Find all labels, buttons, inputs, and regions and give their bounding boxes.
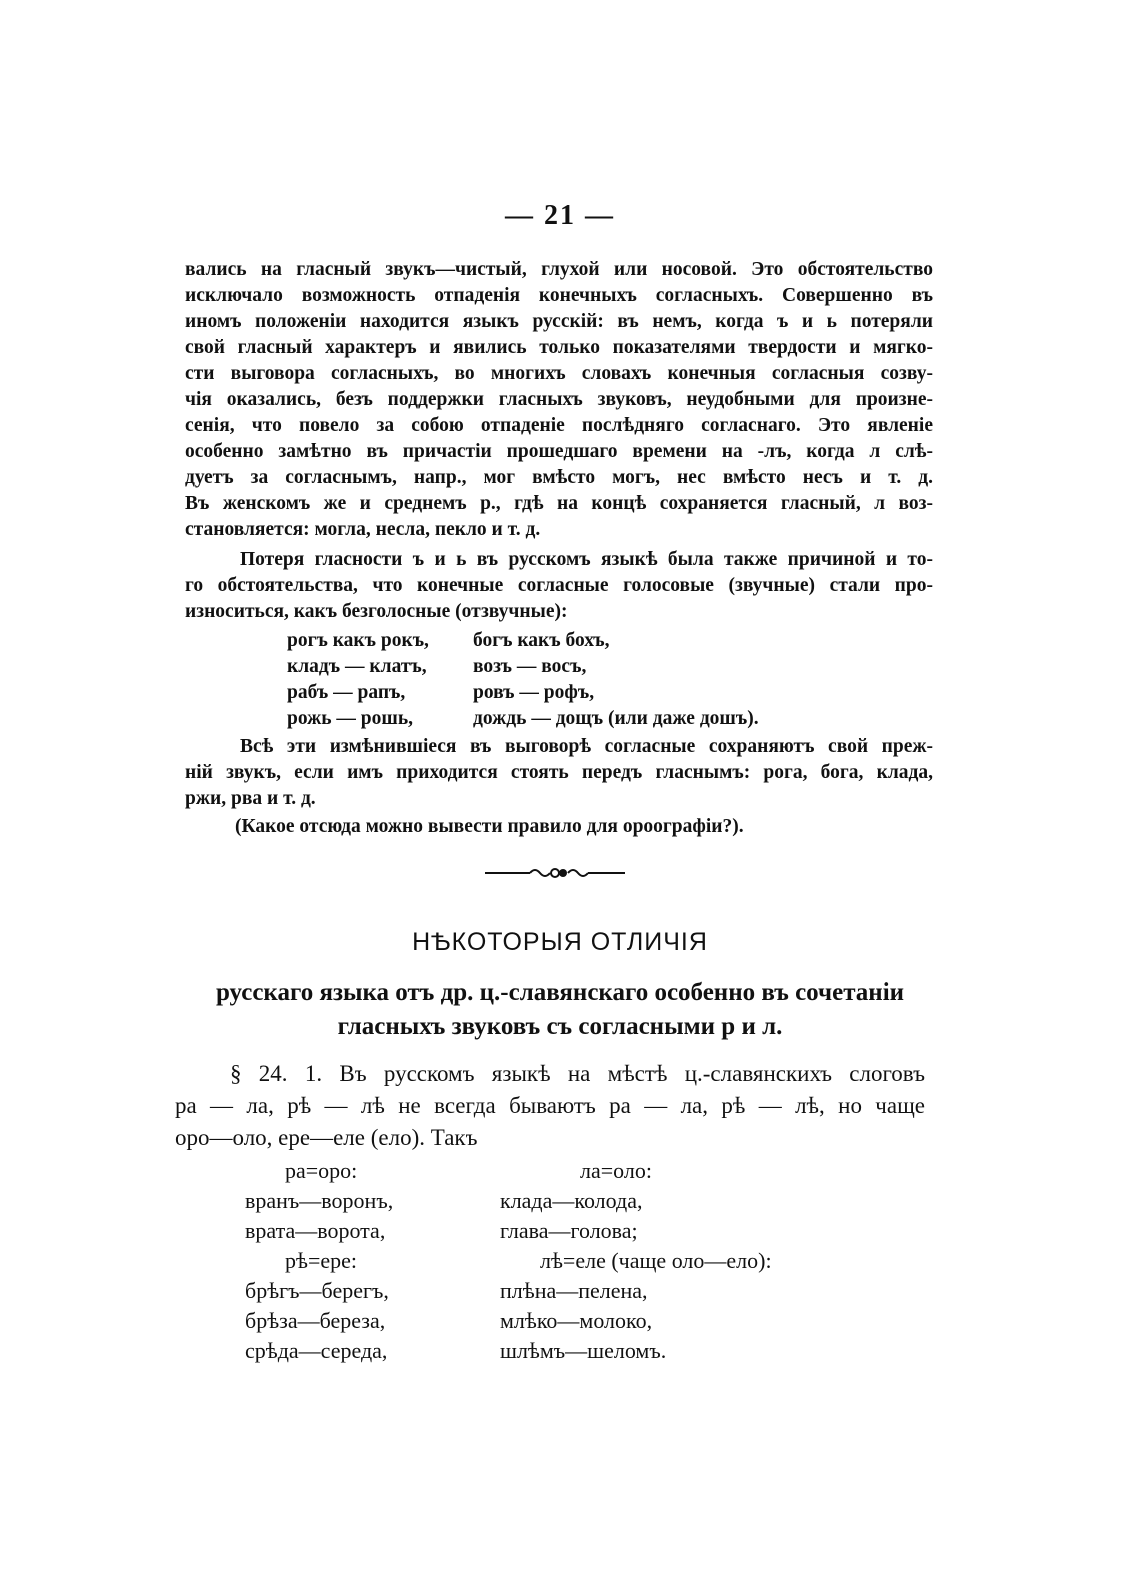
pair-row — [245, 1276, 772, 1306]
correspondence-pairs — [245, 1156, 772, 1366]
text-line: сенія, что повело за собою отпаденіе послѣдняго согласнаго. Это явленіе — [185, 415, 933, 436]
text-line: го обстоятельства, что конечные согласные голосовые (звучные) стали про- — [185, 575, 933, 596]
text-line: исключало возможность отпаденія конечныхъ согласныхъ. Совершенно въ — [185, 285, 933, 306]
page-number: — 21 — — [505, 200, 615, 231]
pair-row — [245, 1336, 772, 1366]
devoicing-examples — [287, 628, 759, 732]
paragraph-3 — [185, 734, 933, 812]
text-line: Потеря гласности ъ и ь въ русскомъ языкѣ была также причиной и то- — [240, 549, 933, 570]
paragraph-1 — [185, 257, 933, 543]
pair-left: брѣгъ—берегъ, — [245, 1278, 389, 1303]
pair-right: млѣко—молоко, — [500, 1308, 653, 1333]
text-line: особенно замѣтно въ причастіи прошедшаго времени на -лъ, когда л слѣ- — [185, 441, 933, 462]
example-left: рогъ какъ рокъ, — [287, 630, 429, 651]
text-line: оро—оло, ере—еле (ело). Такъ — [175, 1125, 478, 1150]
pair-left: врата—ворота, — [245, 1218, 386, 1243]
section-24-text — [175, 1058, 925, 1154]
pair-row — [245, 1216, 772, 1246]
pair-right: клада—колода, — [500, 1188, 643, 1213]
text-line: § 24. 1. Въ русскомъ языкѣ на мѣстѣ ц.-славянскихъ слоговъ — [230, 1061, 925, 1086]
paragraph-2 — [185, 547, 933, 625]
text-line: Всѣ эти измѣнившіеся въ выговорѣ согласные сохраняютъ свой преж- — [240, 736, 933, 757]
example-right: возъ — восъ, — [473, 656, 587, 677]
example-left: кладъ — клатъ, — [287, 656, 427, 677]
text-line: дуетъ за согласнымъ, напр., мог вмѣсто могъ, нес вмѣсто несъ и т. д. — [185, 467, 933, 488]
pair-left: брѣза—береза, — [245, 1308, 386, 1333]
subtitle-line: гласныхъ звуковъ съ согласными р и л. — [337, 1013, 783, 1040]
pair-left: рѣ=ере: — [285, 1248, 357, 1273]
pair-row — [245, 1186, 772, 1216]
text-line: ржи, рва и т. д. — [185, 788, 316, 809]
text-line: ній звукъ, если имъ приходится стоять передъ гласнымъ: рога, бога, клада, — [185, 762, 933, 783]
example-right: богъ какъ бохъ, — [473, 630, 610, 651]
example-row — [287, 654, 759, 680]
text-line: становляется: могла, несла, пекло и т. д. — [185, 519, 541, 540]
question-text: (Какое отсюда можно вывести правило для ороографіи?). — [235, 816, 744, 837]
pair-row — [245, 1156, 772, 1186]
example-row — [287, 628, 759, 654]
text-line: чія оказались, безъ поддержки гласныхъ звуковъ, неудобными для произне- — [185, 389, 933, 410]
example-right: дождь — дощъ (или даже дошъ). — [473, 708, 759, 729]
pair-right: ла=оло: — [580, 1158, 652, 1183]
pair-right: глава—голова; — [500, 1218, 638, 1243]
pair-row — [245, 1306, 772, 1336]
example-left: рожь — рошь, — [287, 708, 414, 729]
ornament-divider — [485, 862, 625, 882]
subtitle-line: русскаго языка отъ др. ц.-славянскаго особенно въ сочетаніи — [215, 979, 905, 1006]
text-line: вались на гласный звукъ—чистый, глухой или носовой. Это обстоятельство — [185, 259, 933, 280]
example-left: рабъ — рапъ, — [287, 682, 406, 703]
pair-left: вранъ—воронъ, — [245, 1188, 394, 1213]
text-line: иномъ положеніи находится языкъ русскій: въ немъ, когда ъ и ь потеряли — [185, 311, 933, 332]
text-line: износиться, какъ безголосные (отзвучные): — [185, 601, 568, 622]
pair-left: срѣда—середа, — [245, 1338, 388, 1363]
section-subtitle — [185, 976, 935, 1044]
pair-right: плѣна—пелена, — [500, 1278, 648, 1303]
text-line: ра — ла, рѣ — лѣ не всегда бываютъ ра — ла, рѣ — лѣ, но чаще — [175, 1093, 925, 1118]
pair-right: шлѣмъ—шеломъ. — [500, 1338, 667, 1363]
example-row — [287, 680, 759, 706]
text-line: Въ женскомъ же и среднемъ р., гдѣ на концѣ сохраняется гласный, л воз- — [185, 493, 933, 514]
question-line — [185, 814, 933, 840]
example-right: ровъ — рофъ, — [473, 682, 595, 703]
pair-left: ра=оро: — [285, 1158, 358, 1183]
section-title: НѢКОТОРЫЯ ОТЛИЧІЯ — [412, 928, 708, 956]
pair-right: лѣ=еле (чаще оло—ело): — [540, 1248, 772, 1273]
text-line: сти выговора согласныхъ, во многихъ словахъ конечныя согласныя созву- — [185, 363, 933, 384]
pair-row — [245, 1246, 772, 1276]
text-line: свой гласный характеръ и явились только показателями твердости и мягко- — [185, 337, 933, 358]
example-row — [287, 706, 759, 732]
